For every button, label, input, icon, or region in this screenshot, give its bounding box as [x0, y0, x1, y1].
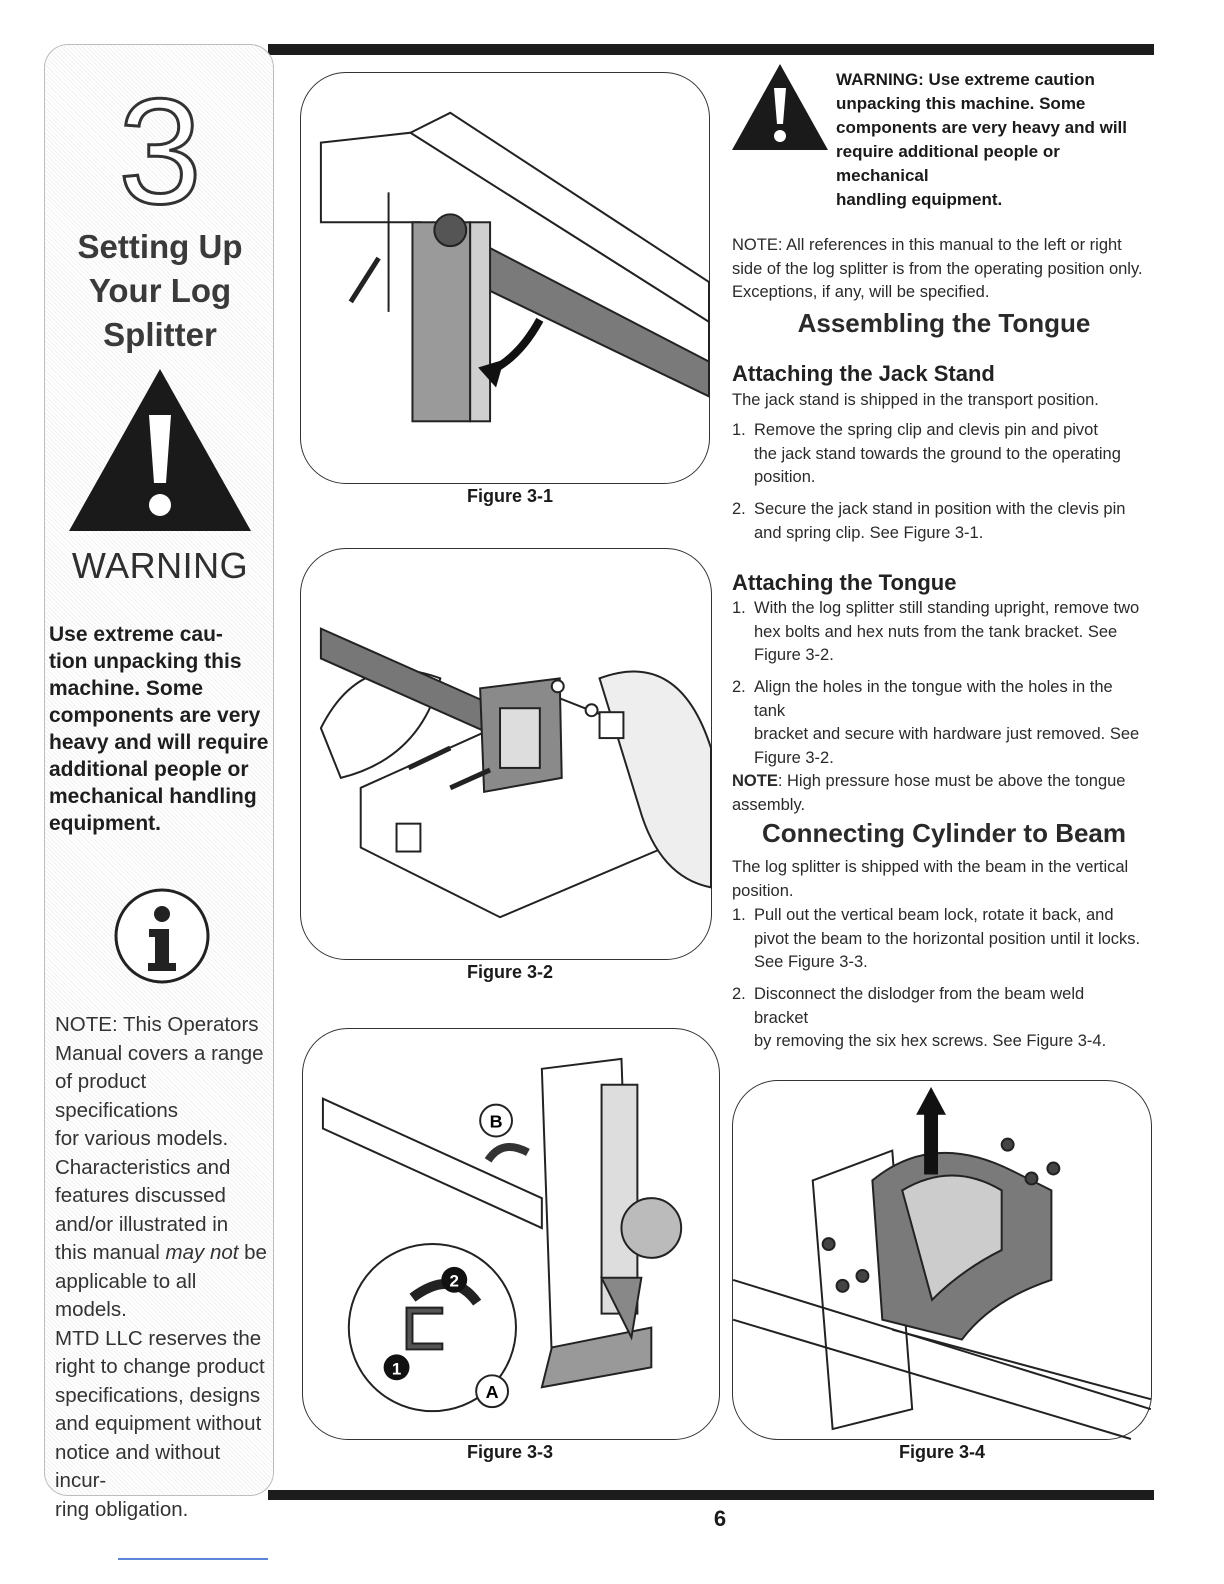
- section-heading-cylinder-beam: Connecting Cylinder to Beam: [761, 818, 1127, 848]
- callout-b: [480, 1105, 512, 1137]
- figure-3-4: [732, 1080, 1152, 1440]
- warning-triangle-icon: [63, 363, 257, 535]
- subheading-attaching-tongue: Attaching the Tongue: [732, 570, 957, 595]
- chapter-title: Setting Up Your Log Splitter: [77, 228, 243, 353]
- svg-text:3: 3: [118, 67, 202, 235]
- svg-text:1: 1: [391, 1359, 402, 1379]
- callout-a: [476, 1375, 508, 1407]
- footer-rule: [268, 1490, 1154, 1500]
- figure-3-3: [302, 1028, 720, 1440]
- callout-1: [384, 1354, 410, 1380]
- figure-3-2-caption: Figure 3-2: [466, 962, 554, 982]
- callout-2: [441, 1267, 467, 1293]
- header-rule: [268, 44, 1154, 55]
- warning-label: WARNING: [71, 545, 249, 586]
- chapter-sidebar: [44, 44, 274, 1521]
- cylinder-beam-illustration: [303, 1029, 719, 1439]
- dislodger-illustration: [733, 1081, 1151, 1439]
- page-number: 6: [713, 1506, 727, 1531]
- list-item: 1. Pull out the vertical beam lock, rotate it back, and pivot the beam to the horizontal position until it locks. See Figure 3-3.: [732, 906, 1141, 971]
- footer-link-underline: [118, 1558, 268, 1560]
- figure-3-1-caption: Figure 3-1: [466, 486, 554, 506]
- tongue-attachment-illustration: [301, 549, 711, 959]
- list-item: 2. Secure the jack stand in position with the clevis pin and spring clip. See Figure 3-1.: [732, 500, 1126, 542]
- subheading-jack-stand: Attaching the Jack Stand: [732, 361, 995, 386]
- list-item: 1. Remove the spring clip and clevis pin and pivot the jack stand towards the ground to the operating position.: [732, 421, 1121, 486]
- figure-3-3-caption: Figure 3-3: [466, 1442, 554, 1462]
- list-item: 1. With the log splitter still standing upright, remove two hex bolts and hex nuts from the tank bracket. See Figure 3-2.: [732, 599, 1140, 664]
- info-icon: [113, 887, 211, 985]
- svg-text:B: B: [489, 1111, 503, 1132]
- section-heading-assembling-tongue: Assembling the Tongue: [797, 308, 1091, 338]
- operators-manual-note: NOTE: This Operators Manual covers a range of product specifications for various models. Characteristics and features discussed and/or illustrated in this manual may not be applicable to all models. MTD LLC reserves the right to change product specifications, designs and equipment without notice and without incur- ring obligation.: [55, 1013, 267, 1521]
- cylinder-intro: The log splitter is shipped with the beam in the vertical position.: [732, 858, 1129, 900]
- figure-3-1: [300, 72, 710, 484]
- jack-stand-illustration: [301, 73, 709, 483]
- chapter-number: [115, 67, 205, 235]
- warning-text: Use extreme cau- tion unpacking this machine. Some components are very heavy and will require additional people or mechanical handling equipment.: [49, 623, 269, 835]
- svg-text:A: A: [485, 1382, 499, 1403]
- figure-3-4-caption: Figure 3-4: [898, 1442, 986, 1462]
- hose-note: NOTE: High pressure hose must be above the tongue assembly.: [732, 772, 1126, 814]
- jack-stand-intro: The jack stand is shipped in the transport position.: [732, 391, 1099, 409]
- orientation-note: NOTE: All references in this manual to the left or right side of the log splitter is from the operating position only. Exceptions, if any, will be specified.: [732, 236, 1143, 301]
- unpacking-warning: WARNING: Use extreme caution unpacking this machine. Some components are very heavy and will require additional people or mechanical handling equipment.: [836, 70, 1128, 209]
- list-item: 2. Align the holes in the tongue with the holes in the tank bracket and secure with hardware just removed. See Figure 3-2.: [732, 678, 1140, 767]
- svg-text:2: 2: [449, 1271, 459, 1291]
- figure-3-2: [300, 548, 712, 960]
- list-item: 2. Disconnect the dislodger from the beam weld bracket by removing the six hex screws. See Figure 3-4.: [732, 985, 1107, 1050]
- warning-triangle-icon: [730, 62, 830, 152]
